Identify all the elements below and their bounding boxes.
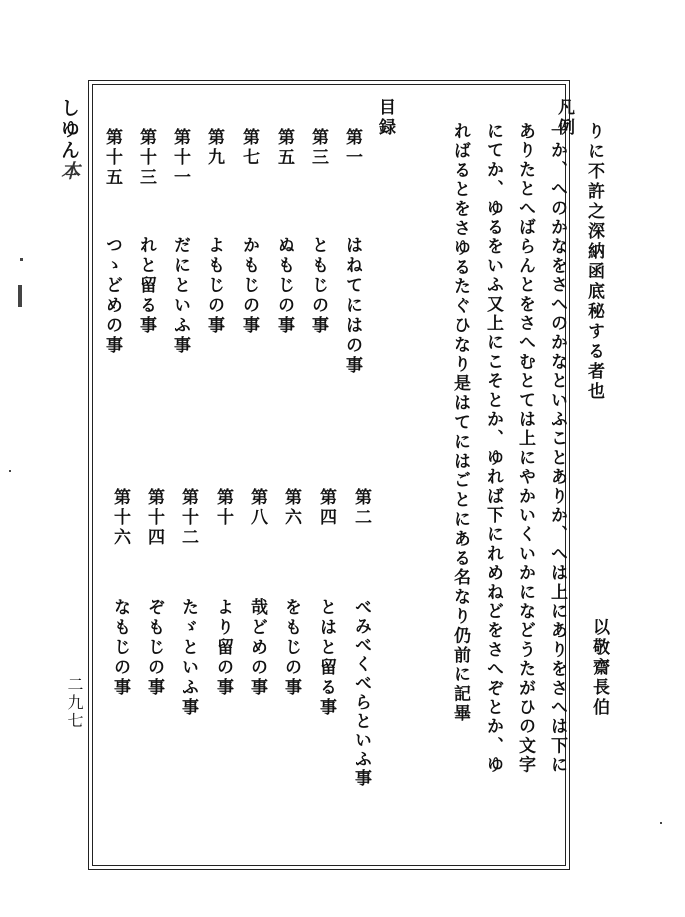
toc-num: 第十 xyxy=(213,488,233,528)
toc-num: 第八 xyxy=(247,488,267,528)
toc-num: 第十一 xyxy=(170,128,190,188)
section-hanrei: 凡例 xyxy=(554,98,574,138)
running-head-text: しゆん xyxy=(58,98,80,161)
toc-num: 第十六 xyxy=(110,488,130,548)
toc-title: とはと留る事 xyxy=(316,598,336,718)
toc-title: だにといふ事 xyxy=(170,236,190,356)
toc-num: 第十三 xyxy=(136,128,156,188)
scan-speck xyxy=(660,822,662,824)
body-line: にてか、ゆるをいふ又上にこそとか、ゆれば下にれめねどをさへぞとか、ゆ xyxy=(483,122,503,775)
toc-title: より留の事 xyxy=(213,598,233,698)
toc-num: 第四 xyxy=(316,488,336,528)
toc-num: 第二 xyxy=(351,488,371,528)
toc-title: たゞといふ事 xyxy=(178,598,198,718)
toc-title: つゝどめの事 xyxy=(102,236,122,356)
toc-title: をもじの事 xyxy=(281,598,301,698)
body-line: 一か、へのかなをさへのかなといふことありか、へは上にありをさへは下に xyxy=(547,122,567,775)
body-line: ればるとをさゆるたぐひなり是はてにはごとにある名なり仍前に記畢 xyxy=(450,122,470,724)
section-mokuroku: 目録 xyxy=(375,98,395,138)
running-head xyxy=(56,98,83,182)
toc-title: ともじの事 xyxy=(308,236,328,336)
toc-num: 第五 xyxy=(274,128,294,168)
toc-num: 第一 xyxy=(342,128,362,168)
toc-title: はねてにはの事 xyxy=(342,236,362,376)
toc-title: れと留る事 xyxy=(136,236,156,336)
page-number: 二九七 xyxy=(65,676,84,730)
running-head-handwritten: 本 xyxy=(58,161,80,182)
toc-title: べみべくべらといふ事 xyxy=(351,598,371,788)
toc-num: 第十二 xyxy=(178,488,198,548)
toc-num: 第三 xyxy=(308,128,328,168)
author: 以敬齋長伯 xyxy=(589,618,609,718)
toc-title: 哉どめの事 xyxy=(247,598,267,698)
title-line: りに不許之深納函底秘する者也 xyxy=(584,122,604,402)
toc-title: なもじの事 xyxy=(110,598,130,698)
toc-title: よもじの事 xyxy=(204,236,224,336)
toc-num: 第九 xyxy=(204,128,224,168)
toc-title: ぬもじの事 xyxy=(274,236,294,336)
scan-speck xyxy=(9,470,11,472)
binding-mark xyxy=(20,258,23,261)
toc-num: 第七 xyxy=(239,128,259,168)
toc-num: 第十五 xyxy=(102,128,122,188)
toc-num: 第十四 xyxy=(144,488,164,548)
toc-title: ぞもじの事 xyxy=(144,598,164,698)
toc-title: かもじの事 xyxy=(239,236,259,336)
body-line: ありたとへばらんとをさへむとては上にやかいくいかになどうたがひの文字 xyxy=(515,122,535,775)
binding-mark xyxy=(18,285,22,307)
toc-num: 第六 xyxy=(281,488,301,528)
